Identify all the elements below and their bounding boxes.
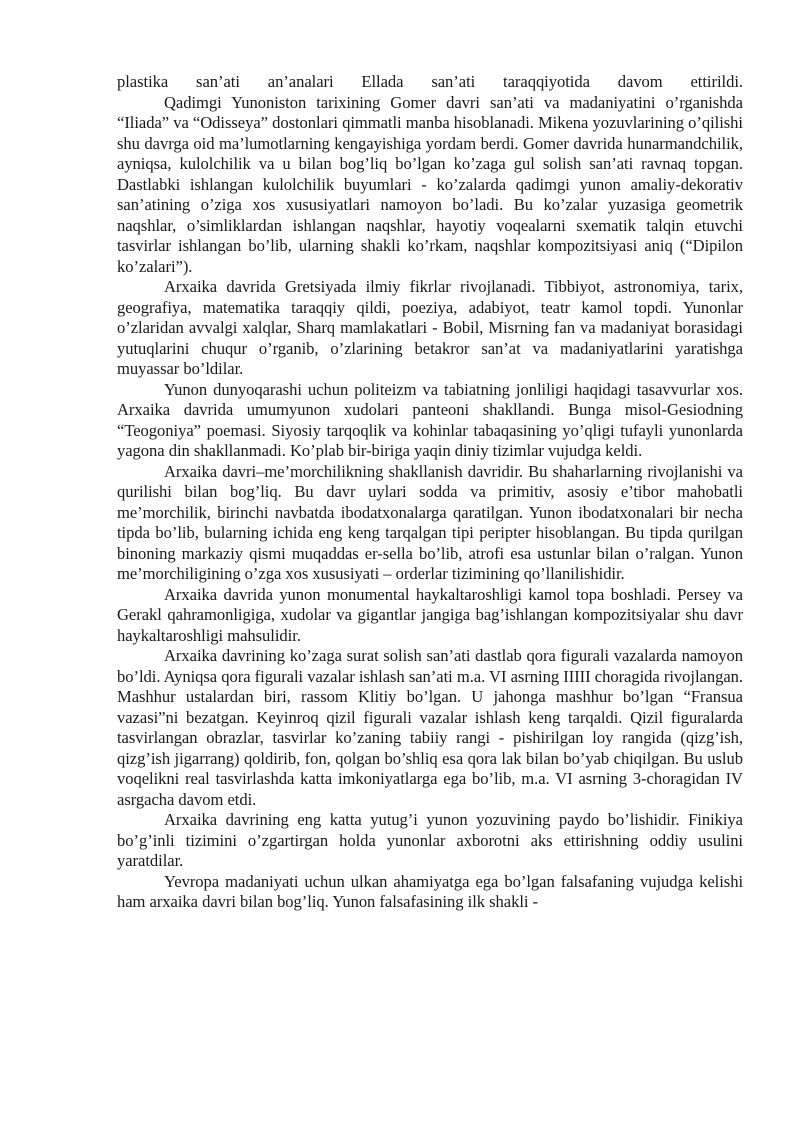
paragraph-architecture: Arxaika davri–me’morchilikning shakllanish davridir. Bu shaharlarning rivojlanishi va qurilishi bilan bog’liq. Bu davr uylari sodda va primitiv, asosiy e’tibor mahobatli me’morchilik, birinchi navbatda ibodatxonalarga qaratilgan. Yunon ibodatxonalari bir necha tipda bo’lib, bularning ichida eng keng tarqalgan tipi peripter hisoblangan. Bu tipda qurilgan binoning markaziy qismi muqaddas er-sella bo’lib, atrofi esa ustunlar bilan o’ralgan. Yunon me’morchiligining o’zga xos xususiyati – orderlar tizimining qo’llanilishidir. [117, 461, 743, 583]
paragraph-vase-painting: Arxaika davrining ko’zaga surat solish san’ati dastlab qora figurali vazalarda namoyon bo’ldi. Ayniqsa qora figurali vazalar ishlash san’ati m.a. VI asrning IIIII choragida rivojlangan. Mashhur ustalardan biri, rassom Klitiy bo’lgan. U jahonga mashhur bo’lgan “Fransua vazasi”ni bezatgan. Keyinroq qizil figurali vazalar ishlash keng tarqaldi. Qizil figuralarda tasvirlangan obrazlar, tasvirlar ko’zaning tabiiy rangi - pishirilgan loy rangida (qizg’ish, qizg’ish jigarrang) qoldirib, fon, qolgan bo’shliq esa qora lak bilan bo’yab chiqilgan. Bu uslub voqelikni real tasvirlashda katta imkoniyatlarga ega bo’lib, m.a. VI asrning 3-choragidan IV asrgacha davom etdi. [117, 646, 743, 809]
paragraph-homer-period: Qadimgi Yunoniston tarixining Gomer davri san’ati va madaniyatini o’rganishda “Iliada” va “Odisseya” dostonlari qimmatli manba hisoblanadi. Mikena yozuvlarining o’qilishi shu davrga oid ma’lumotlarning kengayishiga yordam berdi. Gomer davrida hunarmandchilik, ayniqsa, kulolchilik va u bilan bog’liq bo’lgan ko’zaga gul solish san’ati ravnaq topgan. Dastlabki ishlangan kulolchilik buyumlari - ko’zalarda qadimgi yunon amaliy-dekorativ san’atining o’ziga xos xususiyatlari namoyon bo’ladi. Bu ko’zalar yuzasiga geometrik naqshlar, o’simliklardan ishlangan naqshlar, hayotiy voqealarni sxematik talqin etuvchi tasvirlar ishlangan bo’lib, ularning shakli ko’rkam, naqshlar kompozitsiyasi aniq (“Dipilon ko’zalari”). [117, 92, 743, 276]
paragraph-sculpture: Arxaika davrida yunon monumental haykaltaroshligi kamol topa boshladi. Persey va Gerakl qahramonligiga, xudolar va gigantlar jangiga bag’ishlangan kompozitsiyalar shu davr haykaltaroshligi mahsulidir. [117, 584, 743, 645]
paragraph-worldview: Yunon dunyoqarashi uchun politeizm va tabiatning jonliligi haqidagi tasavvurlar xos. Arxaika davrida umumyunon xudolari panteoni shakllandi. Bunga misol-Gesiodning “Teogoniya” poemasi. Siyosiy tarqoqlik va kohinlar tabaqasining yo’qligi tufayli yunonlarda yagona din shakllanmadi. Ko’plab bir-biriga yaqin diniy tizimlar vujudga keldi. [117, 379, 743, 460]
paragraph-writing: Arxaika davrining eng katta yutug’i yunon yozuvining paydo bo’lishidir. Finikiya bo’g’inli tizimini o’zgartirgan holda yunonlar axborotni aks ettirishning oddiy usulini yaratdilar. [117, 810, 743, 870]
paragraph-philosophy: Yevropa madaniyati uchun ulkan ahamiyatga ega bo’lgan falsafaning vujudga kelishi ham arxaika davri bilan bog’liq. Yunon falsafasining ilk shakli - [117, 871, 743, 911]
document-page [117, 72, 743, 913]
paragraph-archaic-science: Arxaika davrida Gretsiyada ilmiy fikrlar rivojlanadi. Tibbiyot, astronomiya, tarix, geografiya, matematika taraqqiy qildi, poeziya, adabiyot, teatr kamol topdi. Yunonlar o’zlaridan avvalgi xalqlar, Sharq mamlakatlari - Bobil, Misrning fan va madaniyat borasidagi yutuqlarini chuqur o’rganib, o’zlarining betakror san’at va madaniyatlarini yaratishga muyassar bo’ldilar. [117, 277, 743, 378]
paragraph-continuation: plastika san’ati an’analari Ellada san’ati taraqqiyotida davom ettirildi. [117, 72, 743, 91]
